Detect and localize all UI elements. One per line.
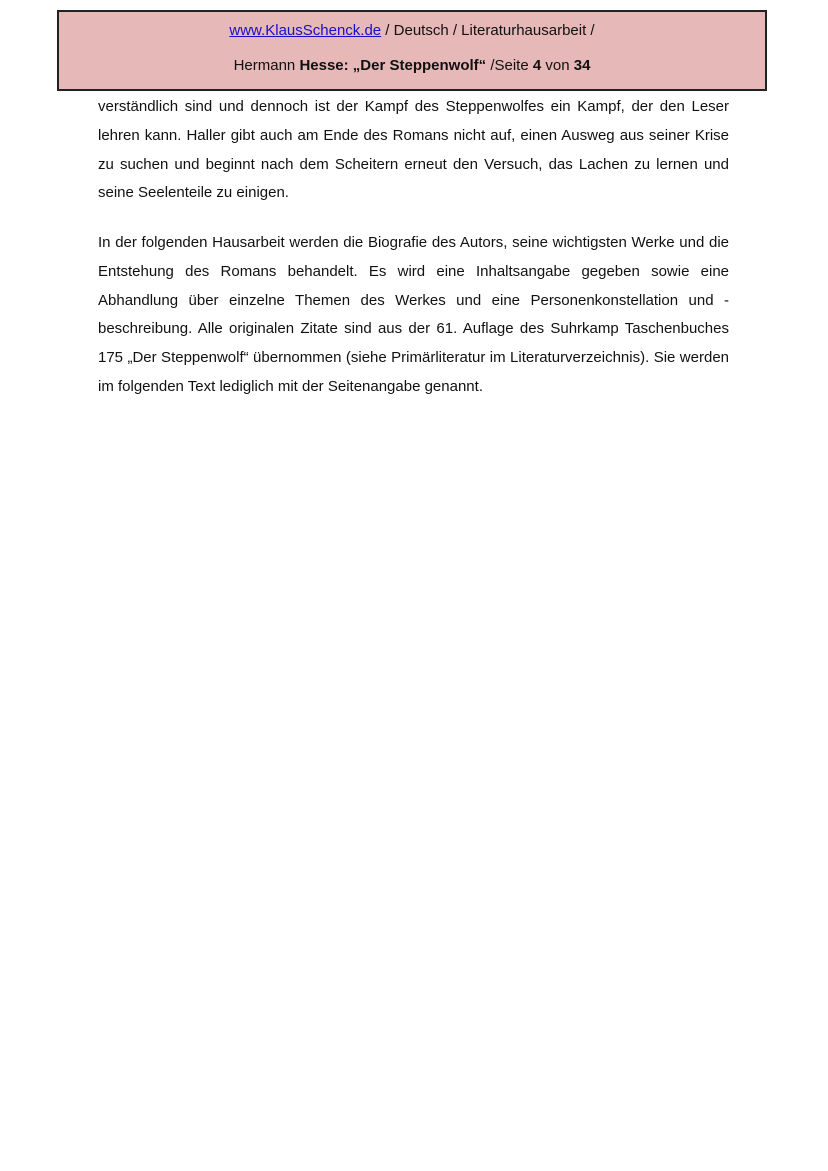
paragraph-1: verständlich sind und dennoch ist der Kampf des Steppenwolfes ein Kampf, der den Leser lehren kann. Haller gibt auch am Ende des Romans nicht auf, einen Ausweg aus seiner Krise zu suchen und beginnt nach dem Scheitern erneut den Versuch, das Lachen zu lernen und seine Seelenteile zu einigen. (98, 98, 729, 202)
book-title: Hesse: „Der Steppenwolf“ (299, 57, 487, 74)
author-first-name: Hermann (233, 57, 300, 74)
header-breadcrumb (59, 21, 765, 41)
breadcrumb-path: / Deutsch / Literaturhausarbeit / (381, 22, 595, 39)
site-link[interactable]: www.KlausSchenck.de (229, 22, 382, 39)
page-total: 34 (573, 57, 591, 74)
page-current: 4 (532, 57, 542, 74)
page-prefix: /Seite (486, 57, 533, 74)
paragraph-2: In der folgenden Hausarbeit werden die Biografie des Autors, seine wichtigsten Werke und die Entstehung des Romans behandelt. Es wird eine Inhaltsangabe gegeben sowie eine Abhandlung über einzelne Themen des Werkes und eine Personenkonstellation und -beschreibung. Alle originalen Zitate sind aus der 61. Auflage des Suhrkamp Taschenbuches 175 „Der Steppenwolf“ übernommen (siehe Primärliteratur im Literaturverzeichnis). Sie werden im folgenden Text lediglich mit der Seitenangabe genannt. (98, 234, 729, 395)
page-header (57, 10, 767, 91)
page-separator: von (541, 57, 574, 74)
header-title-line (59, 56, 765, 76)
